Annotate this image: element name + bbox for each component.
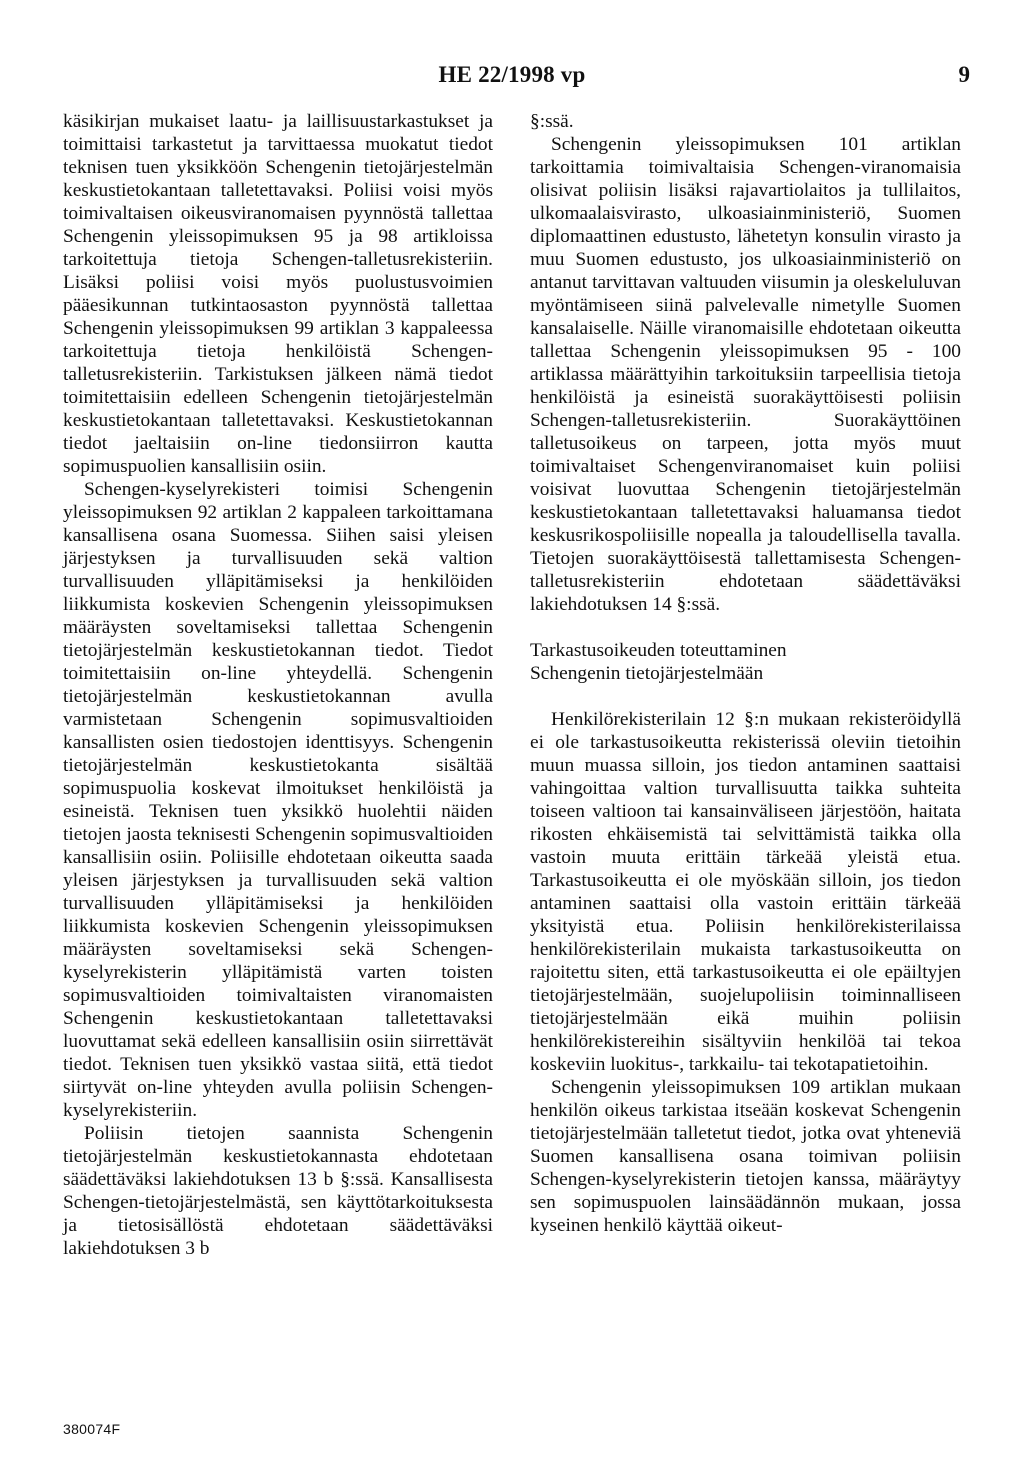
right-continuation: §:ssä. — [530, 111, 574, 132]
left-paragraph-3: Poliisin tietojen saannista Schengenin tietojärjestelmän keskustietokannasta ehdotetaan säädettäväksi lakiehdotuksen 13 b §:ssä. Kansallisesta Schengen-tietojärjestelmästä, sen käyttötarkoituksesta ja tietosisällöstä ehdotetaan säädettäväksi lakiehdotuksen 3 b — [63, 1123, 493, 1259]
document-code: 380074F — [63, 1421, 121, 1437]
right-paragraph-2: Henkilörekisterilain 12 §:n mukaan rekisteröidyllä ei ole tarkastusoikeutta rekisterissä oleviin tietoihin muun muassa silloin, jos tiedon antaminen saattaisi vahingoittaa valtion turvallisuutta taikka suhteita toiseen valtioon tai kansainväliseen järjestöön, haitata rikosten ehkäisemistä tai selvittämistä taikka olla vastoin muuta erittäin tärkeää yleistä etua. Tarkastusoikeutta ei ole myöskään silloin, jos tiedon antaminen saattaisi olla vastoin erittäin tärkeää yksityistä etua. Poliisin henkilörekisterilaissa henkilörekisterilain mukaista tarkastusoikeutta on rajoitettu siten, että tarkastusoikeutta ei ole epäiltyjen tietojärjestelmään, suojelupoliisin toiminnalliseen tietojärjestelmään eikä muihin poliisin henkilörekistereihin sisältyviin henkilöä tai tekoa koskeviin luokitus-, tarkkailu- tai tekotapatietoihin. — [530, 709, 961, 1075]
right-paragraph-1: Schengenin yleissopimuksen 101 artiklan tarkoittamia toimivaltaisia Schengen-viranomaisia olisivat poliisin lisäksi rajavartiolaitos ja tullilaitos, ulkomaalaisvirasto, ulkoasiainministeriö, Suomen diplomaattinen edustusto, lähetetyn konsulin virasto ja muu Suomen edustusto, jos ulkoasiainministeriö on antanut tarvittavan valtuuden viisumin ja oleskeluluvan myöntämiseen siinä palvelevalle nimetylle Suomen kansalaiselle. Näille viranomaisille ehdotetaan oikeutta tallettaa Schengenin yleissopimuksen 95 - 100 artiklassa määrättyihin tarkoituksiin tarpeellisia tietoja henkilöistä ja esineistä suorakäyttöisesti poliisin Schengen-talletusrekisteriin. Suorakäyttöinen talletusoikeus on tarpeen, jotta myös muut toimivaltaiset Schengenviranomaiset kuin poliisi voisivat luovuttaa Schengenin tietojärjestelmän keskustietokantaan talletettavaksi haluamansa tiedot keskusrikospoliisille nopealla ja taloudellisella tavalla. Tietojen suorakäyttöisestä tallettamisesta Schengen-talletusrekisteriin ehdotetaan säädettäväksi lakiehdotuksen 14 §:ssä. — [530, 134, 961, 615]
right-paragraph-3: Schengenin yleissopimuksen 109 artiklan mukaan henkilön oikeus tarkistaa itseään koskevat Schengenin tietojärjestelmään talletetut tiedot, jotka ovat yhteneviä Suomen kansallisena osana toimivan poliisin Schengen-kyselyrekisterin tietojen kanssa, määräytyy sen sopimuspuolen lainsäädännön mukaan, jossa kyseinen henkilö käyttää oikeut- — [530, 1077, 961, 1236]
right-column — [530, 110, 961, 1237]
section-heading — [530, 639, 961, 685]
section-heading-line-1: Tarkastusoikeuden toteuttaminen — [530, 640, 787, 661]
left-column — [63, 110, 493, 1260]
left-paragraph-2: Schengen-kyselyrekisteri toimisi Schengenin yleissopimuksen 92 artiklan 2 kappaleen tarkoittamana kansallisena osana Suomessa. Siihen saisi yleisen järjestyksen ja turvallisuuden sekä valtion turvallisuuden ylläpitämiseksi ja henkilöiden liikkumista koskevien Schengenin yleissopimuksen määräysten soveltamiseksi tallettaa Schengenin tietojärjestelmän keskustietokannan tiedot. Tiedot toimitettaisiin on-line yhteydellä. Schengenin tietojärjestelmän keskustietokannan avulla varmistetaan Schengenin sopimusvaltioiden kansallisten osien tiedostojen identtisyys. Schengenin tietojärjestelmän keskustietokanta sisältää sopimuspuolia koskevat ilmoitukset henkilöistä ja esineistä. Teknisen tuen yksikkö huolehtii näiden tietojen jaosta teknisesti Schengenin sopimusvaltioiden kansallisiin osiin. Poliisille ehdotetaan oikeutta saada yleisen järjestyksen ja turvallisuuden sekä valtion turvallisuuden ylläpitämiseksi ja henkilöiden liikkumista koskevien Schengenin yleissopimuksen määräysten soveltamiseksi sekä Schengen-kyselyrekisterin ylläpitämistä varten toisten sopimusvaltioiden toimivaltaisten viranomaisten Schengenin keskustietokantaan talletettavaksi luovuttamat sekä edelleen kansallisiin osiin siirrettävät tiedot. Teknisen tuen yksikkö vastaa siitä, että tiedot siirtyvät on-line yhteyden avulla poliisin Schengen-kyselyrekisteriin. — [63, 479, 493, 1121]
left-paragraph-1: käsikirjan mukaiset laatu- ja laillisuustarkastukset ja toimittaisi tarkastetut ja tarvittaessa muokatut tiedot teknisen tuen yksikköön Schengenin tietojärjestelmän keskustietokantaan talletettavaksi. Poliisi voisi myös toimivaltaisen oikeusviranomaisen pyynnöstä tallettaa Schengenin yleissopimuksen 95 ja 98 artikloissa tarkoitettuja tietoja Schengen-talletusrekisteriin. Lisäksi poliisi voisi myös puolustusvoimien pääesikunnan tutkintaosaston pyynnöstä tallettaa Schengenin yleissopimuksen 99 artiklan 3 kappaleessa tarkoitettuja tietoja henkilöistä Schengen-talletusrekisteriin. Tarkistuksen jälkeen nämä tiedot toimitettaisiin edelleen Schengenin tietojärjestelmän keskustietokantaan talletettavaksi. Keskustietokannan tiedot jaeltaisiin on-line tiedonsiirron kautta sopimuspuolien kansallisiin osiin. — [63, 111, 493, 477]
page-number: 9 — [958, 62, 970, 87]
running-header: HE 22/1998 vp — [438, 62, 586, 87]
section-heading-line-2: Schengenin tietojärjestelmään — [530, 663, 764, 684]
heading-spacer — [530, 685, 961, 708]
